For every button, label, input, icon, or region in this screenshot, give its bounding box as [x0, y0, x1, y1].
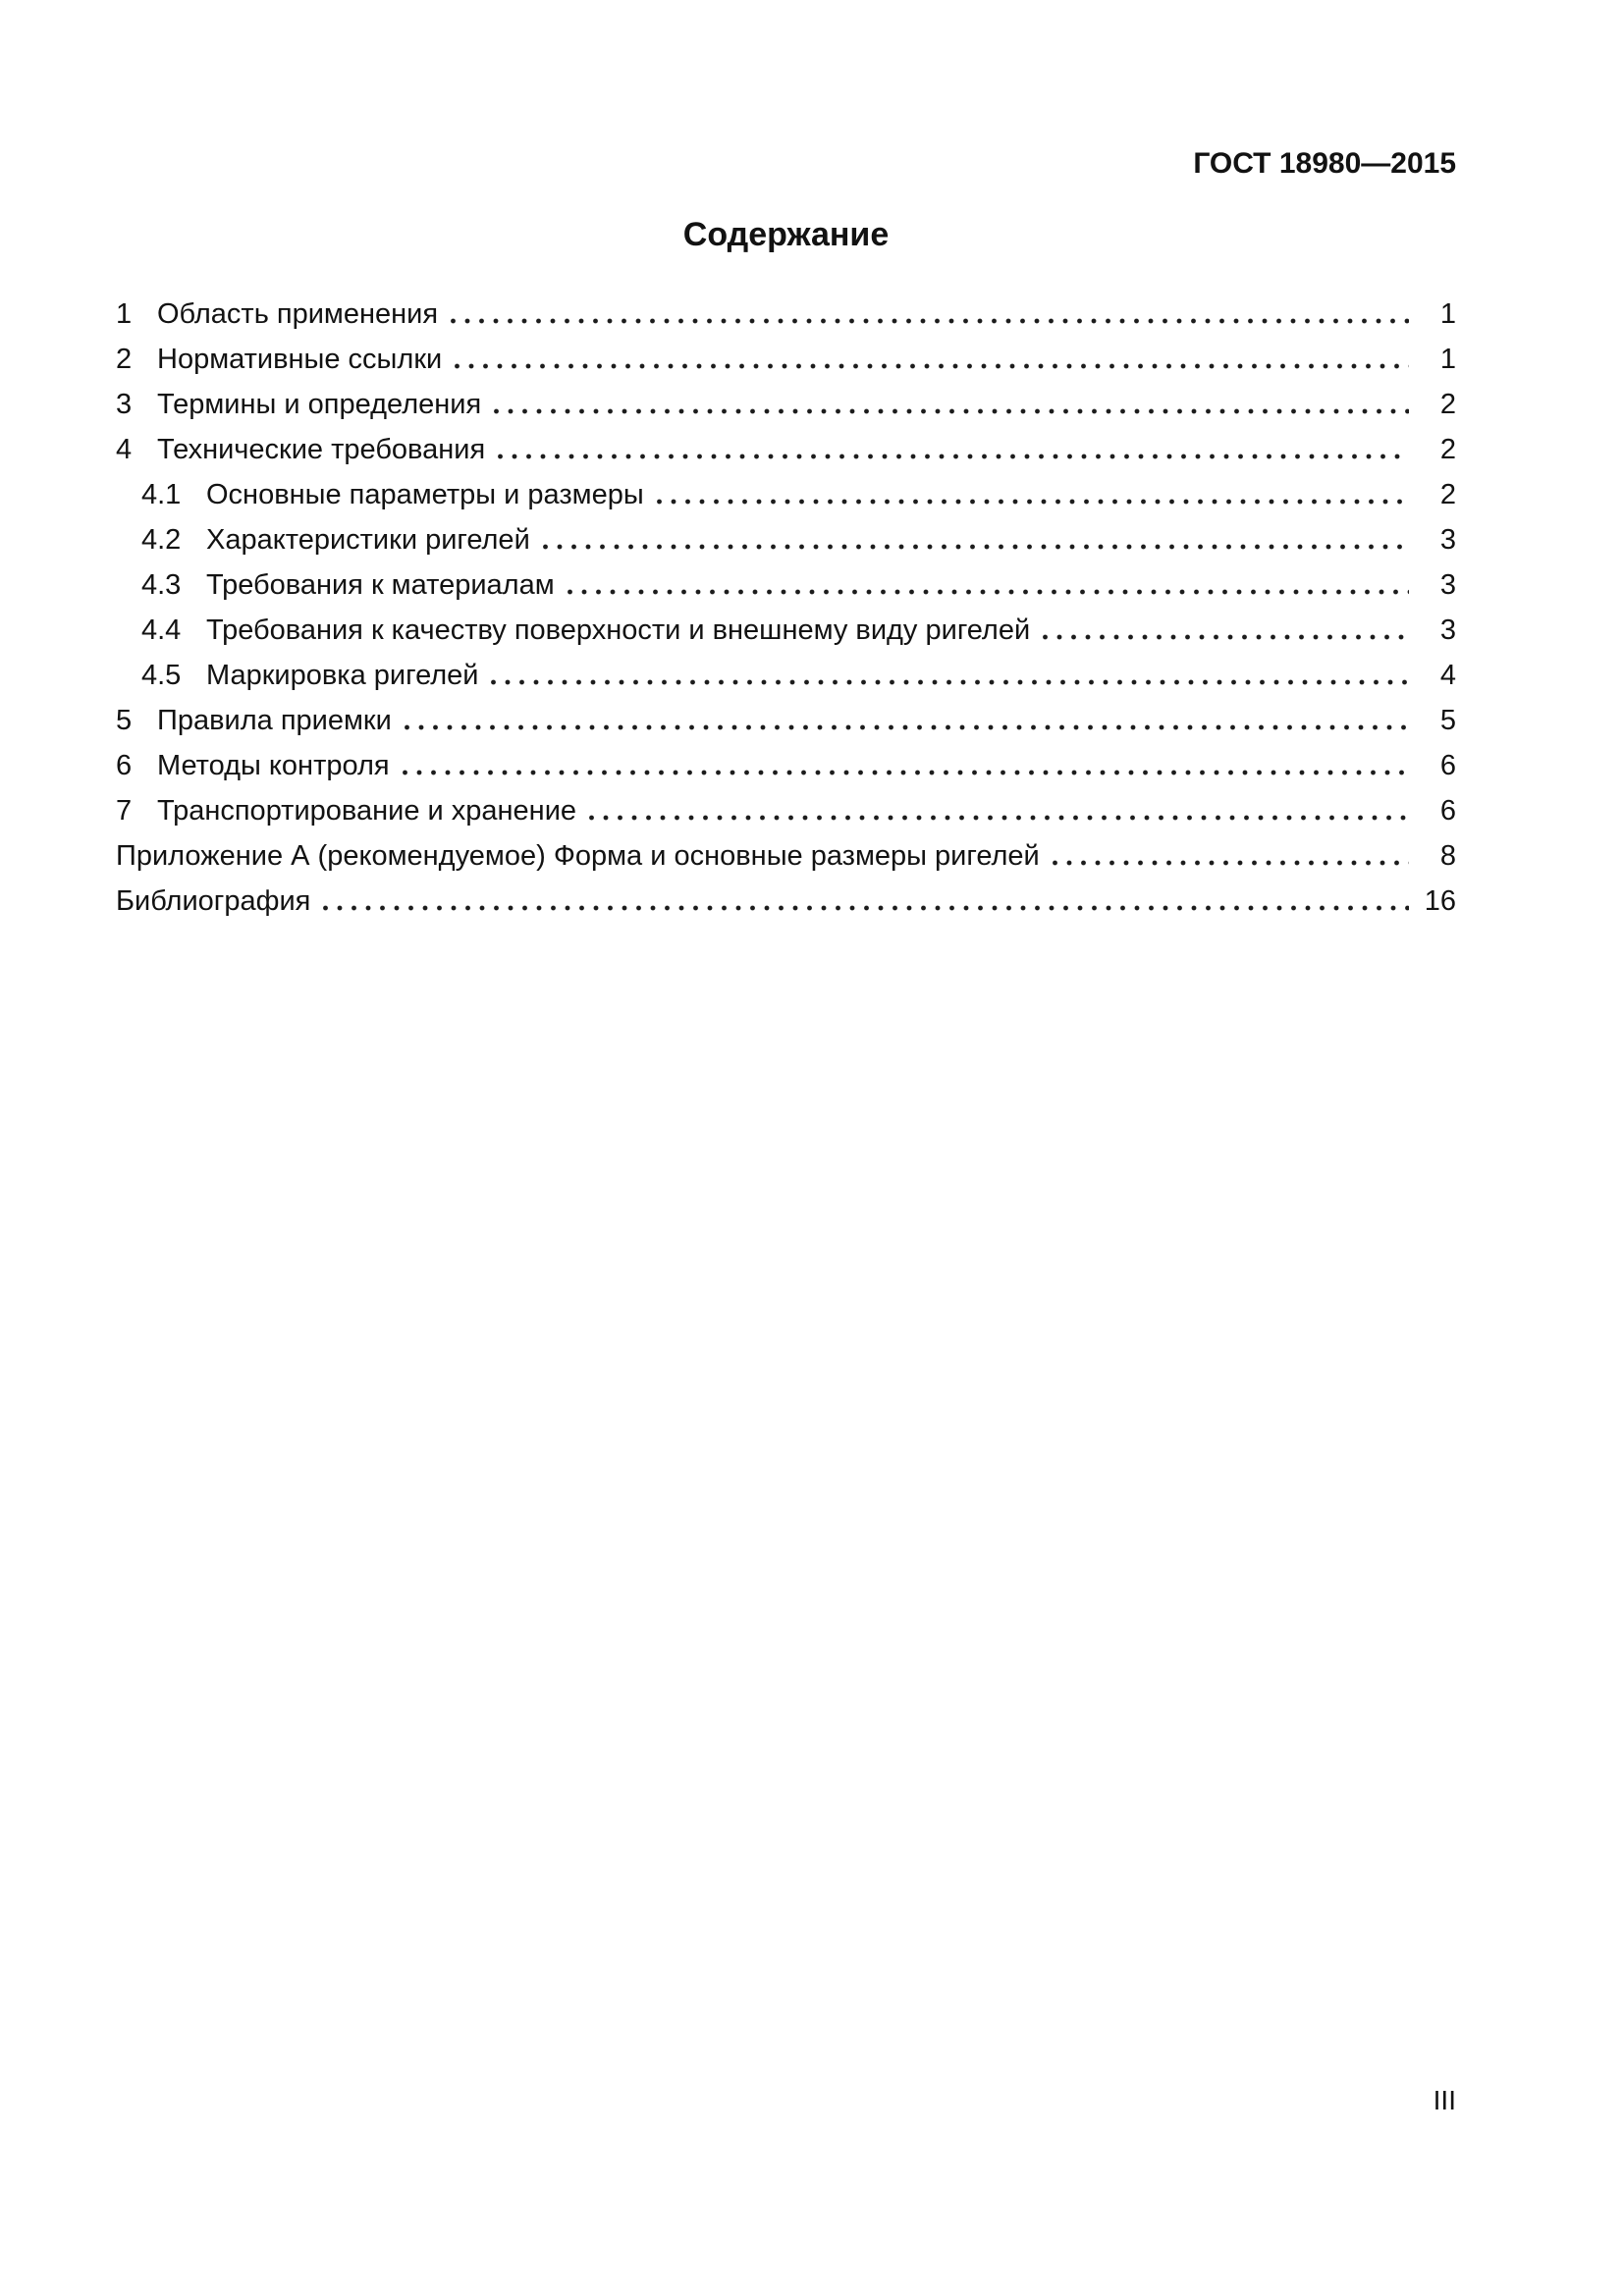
toc-entry-page: 1	[1439, 343, 1456, 375]
dot-leader	[490, 678, 1409, 686]
dot-leader	[497, 453, 1409, 460]
toc-entry	[116, 420, 1456, 465]
dot-leader	[322, 904, 1409, 912]
toc-entry	[116, 330, 1456, 375]
toc-entry	[116, 827, 1456, 872]
dot-leader	[588, 814, 1409, 822]
toc-entry	[116, 285, 1456, 330]
dot-leader	[656, 498, 1409, 506]
page-title: Содержание	[682, 216, 890, 253]
toc-entry-label: Маркировка ригелей	[206, 660, 479, 691]
toc-entry-number: 4.3	[141, 568, 182, 601]
dot-leader	[402, 769, 1409, 776]
toc-entry-page: 3	[1439, 614, 1456, 646]
toc-entry-page: 6	[1439, 794, 1456, 827]
dot-leader	[542, 543, 1409, 551]
toc-entry-page: 3	[1439, 568, 1456, 601]
dot-leader	[493, 407, 1409, 415]
toc-entry	[116, 465, 1456, 510]
toc-entry	[116, 872, 1456, 917]
toc-entry-page: 3	[1439, 523, 1456, 556]
toc-entry-number: 4.5	[141, 659, 182, 691]
toc-entry-label: Методы контроля	[157, 750, 390, 781]
toc-entry-label: Требования к качеству поверхности и внешнему виду ригелей	[206, 614, 1031, 646]
toc-entry-label: Основные параметры и размеры	[206, 479, 644, 510]
folio-page-number: III	[1433, 2085, 1456, 2115]
toc-entry-number: 4.4	[141, 614, 182, 646]
dot-leader	[1052, 859, 1409, 867]
toc-entry	[116, 736, 1456, 781]
toc-entry-number: 6	[116, 749, 133, 781]
toc-entry-page: 4	[1439, 659, 1456, 691]
toc-entry	[116, 646, 1456, 691]
toc-entry-label: Характеристики ригелей	[206, 524, 530, 556]
toc-entry-page: 16	[1424, 884, 1456, 917]
toc-entry-number: 4.1	[141, 478, 182, 510]
dot-leader	[454, 362, 1409, 370]
toc-entry	[116, 510, 1456, 556]
toc-entry-number: 4	[116, 433, 133, 465]
toc-entry	[116, 781, 1456, 827]
toc-entry-number: 4.2	[141, 523, 182, 556]
document-header: ГОСТ 18980—2015	[1193, 147, 1456, 180]
toc-entry-label: Технические требования	[157, 434, 486, 465]
dot-leader	[404, 723, 1409, 731]
toc-entry-number: 5	[116, 704, 133, 736]
toc-entry-page: 5	[1439, 704, 1456, 736]
toc-entry-page: 6	[1439, 749, 1456, 781]
toc-entry-label: Область применения	[157, 298, 439, 330]
toc-entry-label: Транспортирование и хранение	[157, 795, 577, 827]
dot-leader	[450, 317, 1409, 325]
toc-entry-number: 7	[116, 794, 133, 827]
toc-entry-label: Библиография	[116, 885, 311, 917]
toc-entry	[116, 691, 1456, 736]
toc-entry	[116, 601, 1456, 646]
toc-entry-label: Приложение А (рекомендуемое) Форма и основные размеры ригелей	[116, 840, 1040, 872]
dot-leader	[1042, 633, 1409, 641]
toc-entry-label: Требования к материалам	[206, 569, 555, 601]
toc-entry-page: 2	[1439, 478, 1456, 510]
toc-entry-page: 2	[1439, 388, 1456, 420]
toc-entry-page: 1	[1439, 297, 1456, 330]
toc-entry	[116, 556, 1456, 601]
toc-entry-number: 3	[116, 388, 133, 420]
toc-entry-label: Правила приемки	[157, 705, 392, 736]
toc-entry-page: 8	[1439, 839, 1456, 872]
toc-entry	[116, 375, 1456, 420]
table-of-contents	[116, 285, 1456, 917]
toc-entry-page: 2	[1439, 433, 1456, 465]
toc-entry-number: 1	[116, 297, 133, 330]
toc-entry-number: 2	[116, 343, 133, 375]
dot-leader	[567, 588, 1409, 596]
toc-entry-label: Термины и определения	[157, 389, 482, 420]
toc-entry-label: Нормативные ссылки	[157, 344, 443, 375]
